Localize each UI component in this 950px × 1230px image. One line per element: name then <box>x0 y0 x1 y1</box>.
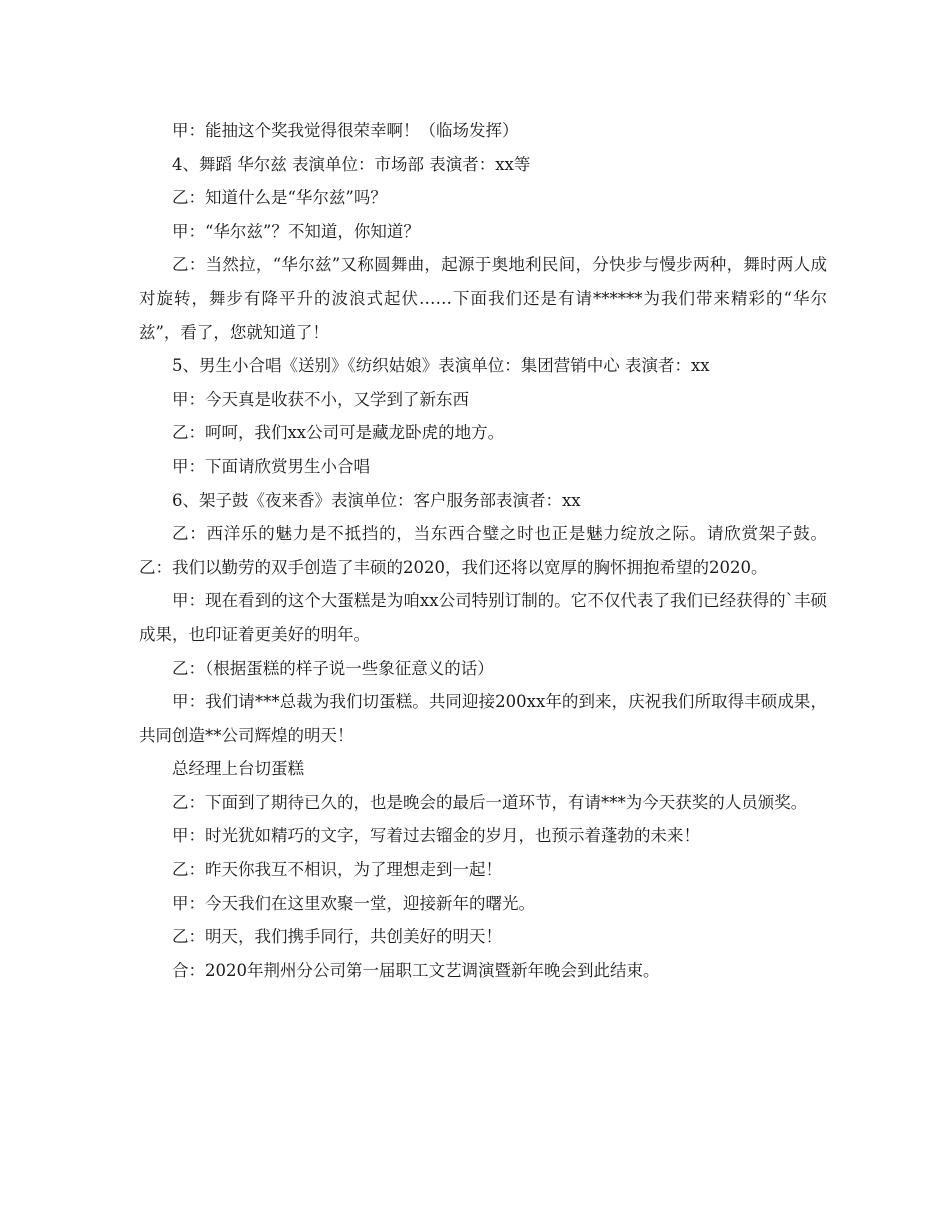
paragraph: 总经理上台切蛋糕 <box>172 759 304 779</box>
paragraph: 甲：下面请欣赏男生小合唱 <box>172 456 370 476</box>
paragraph: 4、舞蹈 华尔兹 表演单位：市场部 表演者：xx等 <box>172 154 531 174</box>
paragraph: 甲：现在看到的这个大蛋糕是为咱xx公司特别订制的。它不仅代表了我们已经获得的`丰硕成果，也印证着更美好的明年。 <box>139 591 827 644</box>
paragraph: 乙：明天，我们携手同行，共创美好的明天！ <box>172 927 502 947</box>
paragraph: 乙：昨天你我互不相识，为了理想走到一起！ <box>172 860 502 880</box>
paragraph: 乙：知道什么是“华尔兹”吗？ <box>172 188 387 208</box>
document-body <box>139 114 827 987</box>
paragraph: 甲：我们请***总裁为我们切蛋糕。共同迎接200xx年的到来，庆祝我们所取得丰硕成果，共同创造**公司辉煌的明天！ <box>139 692 827 745</box>
paragraph: 6、架子鼓《夜来香》表演单位：客户服务部表演者：xx <box>172 490 581 510</box>
paragraph: 乙：西洋乐的魅力是不抵挡的，当东西合璧之时也正是魅力绽放之际。请欣赏架子鼓。乙：我们以勤劳的双手创造了丰硕的2020，我们还将以宽厚的胸怀拥抱希望的2020。 <box>139 524 827 577</box>
paragraph: 乙：呵呵，我们xx公司可是藏龙卧虎的地方。 <box>172 423 505 443</box>
paragraph: 甲：“华尔兹”？不知道，你知道？ <box>172 221 420 241</box>
paragraph: 5、男生小合唱《送别》《纺织姑娘》表演单位：集团营销中心 表演者：xx <box>172 356 710 376</box>
paragraph: 甲：今天我们在这里欢聚一堂，迎接新年的曙光。 <box>172 893 535 913</box>
paragraph: 甲：时光犹如精巧的文字，写着过去镏金的岁月，也预示着蓬勃的未来！ <box>172 826 700 846</box>
paragraph: 乙：下面到了期待已久的，也是晚会的最后一道环节，有请***为今天获奖的人员颁奖。 <box>172 792 808 812</box>
paragraph: 甲：今天真是收获不小，又学到了新东西 <box>172 389 469 409</box>
paragraph: 甲：能抽这个奖我觉得很荣幸啊！（临场发挥） <box>172 121 519 140</box>
paragraph: 合：2020年荆州分公司第一届职工文艺调演暨新年晚会到此结束。 <box>172 960 660 980</box>
paragraph: 乙：当然拉，“华尔兹”又称圆舞曲，起源于奥地利民间，分快步与慢步两种，舞时两人成对旋转，舞步有降平升的波浪式起伏……下面我们还是有请******为我们带来精彩的“华尔兹”，看了，您就知道了！ <box>139 255 827 342</box>
paragraph: 乙：（根据蛋糕的样子说一些象征意义的话） <box>172 658 494 678</box>
